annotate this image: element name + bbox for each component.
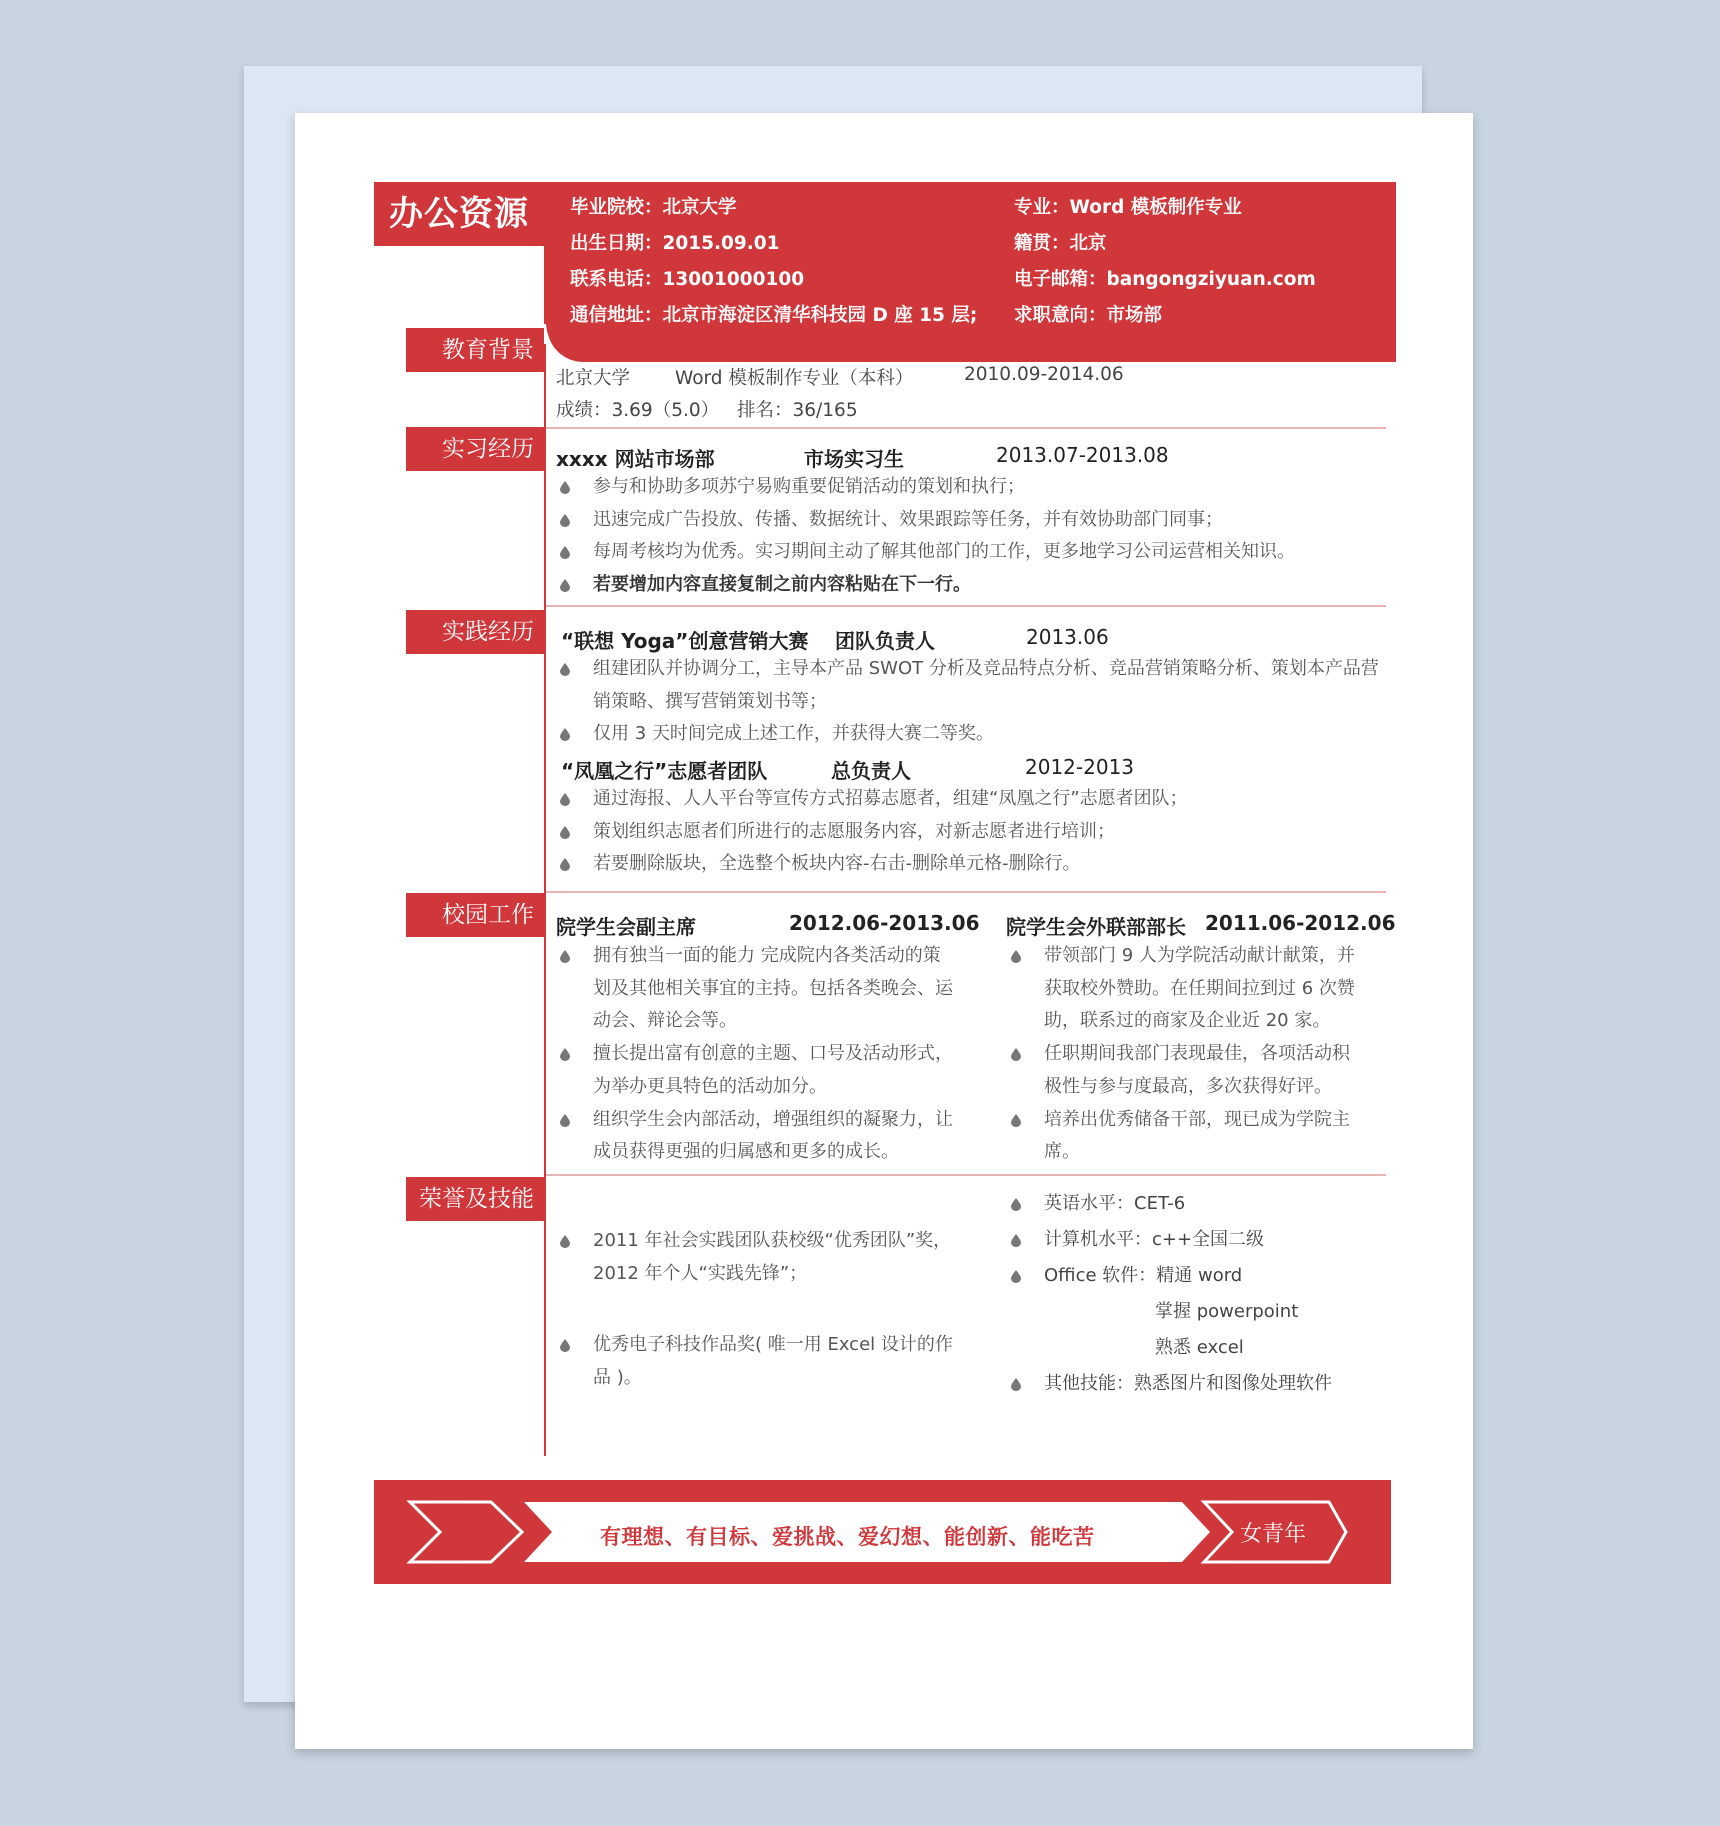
drop-bullet-icon [560,728,570,741]
drop-bullet-icon [560,579,570,592]
list-item [593,1225,983,1258]
drop-bullet-icon [560,1114,570,1127]
intern-role: 市场实习生 [804,447,904,471]
list-item-text: 拥有独当一面的能力 完成院内各类活动的策 [593,945,941,966]
list-item-text: 擅长提出富有创意的主题、口号及活动形式， [593,1043,953,1065]
intern-list [593,471,1383,602]
drop-bullet-icon [1011,1048,1021,1061]
info-origin: 籍贯：北京 [1014,233,1107,254]
list-item [1044,1258,1394,1294]
list-item-text: 其他技能：熟悉图片和图像处理软件 [1044,1373,1332,1394]
list-item [1044,1104,1394,1137]
list-item-text: 销策略、撰写营销策划书等； [593,690,827,712]
list-item-text: 动会、辩论会等。 [593,1010,737,1032]
list-item-text: 迅速完成广告投放、传播、数据统计、效果跟踪等任务，并有效协助部门同事； [593,508,1223,530]
list-item-text: 优秀电子科技作品奖( 唯一用 Excel 设计的作 [593,1334,953,1355]
divider [546,427,1386,429]
brand-logo: 办公资源 [374,182,544,246]
campus-2-list [1044,940,1394,1169]
divider [546,1174,1386,1176]
drop-bullet-icon [1011,1270,1021,1283]
awards-list-2 [593,1329,983,1394]
practice-2-period: 2012-2013 [1025,755,1135,779]
list-item [593,783,1393,816]
edu-school: 北京大学 [556,368,631,389]
info-address: 通信地址：北京市海淀区清华科技园 D 座 15 层; [570,305,978,326]
intern-period: 2013.07-2013.08 [996,443,1169,467]
drop-bullet-icon [560,826,570,839]
section-tab-practice: 实践经历 [406,610,544,654]
list-item-continued [1044,1136,1394,1169]
drop-bullet-icon [1011,950,1021,963]
divider [546,891,1386,893]
awards-list [593,1225,983,1290]
drop-bullet-icon [1011,1114,1021,1127]
section-tab-campus: 校园工作 [406,893,544,937]
list-item-text: 划及其他相关事宜的主持。包括各类晚会、运 [593,977,953,999]
list-item-continued [1044,1071,1394,1104]
banner-tag: 女青年 [1240,1522,1307,1547]
list-item-text: 英语水平：CET-6 [1044,1193,1186,1214]
list-item-text: 成员获得更强的归属感和更多的成长。 [593,1141,899,1163]
list-item-continued [593,1136,973,1169]
list-item-text: 策划组织志愿者们所进行的志愿服务内容，对新志愿者进行培训； [593,820,1115,842]
list-item-continued [593,686,1393,719]
list-item-text: 培养出优秀储备干部，现已成为学院主 [1044,1108,1350,1130]
drop-bullet-icon [560,546,570,559]
list-item-text: 为举办更具特色的活动加分。 [593,1075,827,1097]
drop-bullet-icon [560,950,570,963]
list-item-continued [1044,973,1394,1006]
list-item [593,569,1383,602]
drop-bullet-icon [560,1339,570,1352]
practice-1-period: 2013.06 [1026,625,1109,649]
info-major: 专业：Word 模板制作专业 [1014,197,1242,218]
list-item [593,653,1393,686]
list-item [593,848,1393,881]
drop-bullet-icon [560,858,570,871]
list-item-continued [1044,1330,1394,1366]
drop-bullet-icon [560,481,570,494]
list-item-text: 品 )。 [593,1366,642,1388]
list-item [593,940,973,973]
list-item-text: 通过海报、人人平台等宣传方式招募志愿者，组建“凤凰之行”志愿者团队； [593,788,1188,809]
section-tab-honors: 荣誉及技能 [406,1177,544,1221]
info-phone: 联系电话：13001000100 [570,269,805,290]
list-item-continued [593,1362,983,1395]
list-item-text: 带领部门 9 人为学院活动献计献策，并 [1044,945,1355,966]
info-intent: 求职意向：市场部 [1014,305,1163,326]
drop-bullet-icon [560,1235,570,1248]
campus-1-title: 院学生会副主席 [556,915,696,939]
drop-bullet-icon [560,1048,570,1061]
list-item-continued [1044,1005,1394,1038]
drop-bullet-icon [560,663,570,676]
list-item [1044,1186,1394,1222]
section-tab-internship: 实习经历 [406,427,544,471]
drop-bullet-icon [560,514,570,527]
list-item [593,1104,973,1137]
edu-score: 成绩：3.69（5.0） [556,400,720,421]
list-item [593,1038,973,1071]
list-item [1044,940,1394,973]
list-item-text: 参与和协助多项苏宁易购重要促销活动的策划和执行； [593,476,1025,497]
practice-2-list [593,783,1393,881]
list-item [593,536,1383,569]
list-item-continued [593,1258,983,1291]
list-item-text: 仅用 3 天时间完成上述工作，并获得大赛二等奖。 [593,723,994,745]
drop-bullet-icon [560,793,570,806]
drop-bullet-icon [1011,1234,1021,1247]
list-item [593,504,1383,537]
campus-1-period: 2012.06-2013.06 [789,911,980,935]
info-email: 电子邮箱：bangongziyuan.com [1014,269,1316,290]
list-item-text: 组织学生会内部活动，增强组织的凝聚力，让 [593,1108,953,1130]
list-item-text: 组建团队并协调分工，主导本产品 SWOT 分析及竞品特点分析、竞品营销策略分析、策划本产品营 [593,658,1379,679]
list-item-text: 若要增加内容直接复制之前内容粘贴在下一行。 [593,574,971,596]
list-item-text: 2011 年社会实践团队获校级“优秀团队”奖， [593,1230,952,1251]
list-item-continued [1044,1294,1394,1330]
list-item [593,718,1393,751]
list-item [1044,1222,1394,1258]
slogan-text: 有理想、有目标、爱挑战、爱幻想、能创新、能吃苦 [600,1525,1095,1549]
list-item [593,816,1393,849]
skills-list [1044,1186,1394,1402]
list-item-text: 计算机水平：c++全国二级 [1044,1229,1265,1250]
info-panel-curve [544,324,744,362]
list-item-continued [593,1071,973,1104]
intern-company: xxxx 网站市场部 [556,447,715,471]
list-item-text: 若要删除版块，全选整个板块内容-右击-删除单元格-删除行。 [593,853,1081,875]
list-item-continued [593,1005,973,1038]
drop-bullet-icon [1011,1198,1021,1211]
campus-1-list [593,940,973,1169]
edu-major: Word 模板制作专业（本科） [675,368,914,389]
campus-2-period: 2011.06-2012.06 [1205,911,1396,935]
list-item-text: Office 软件：精通 word [1044,1265,1243,1286]
list-item [593,471,1383,504]
list-item [1044,1038,1394,1071]
list-item [593,1329,983,1362]
list-item-text: 2012 年个人“实践先锋”； [593,1262,808,1284]
list-item-text: 助，联系过的商家及企业近 20 家。 [1044,1010,1331,1032]
practice-1-list [593,653,1393,751]
practice-2-role: 总负责人 [831,759,911,783]
info-birth: 出生日期：2015.09.01 [570,233,780,254]
campus-2-title: 院学生会外联部部长 [1006,915,1186,939]
list-item-text: 每周考核均为优秀。实习期间主动了解其他部门的工作，更多地学习公司运营相关知识。 [593,541,1295,563]
list-item-text: 任职期间我部门表现最佳，各项活动积 [1044,1043,1350,1065]
list-item-continued [593,973,973,1006]
edu-rank: 排名：36/165 [737,400,858,421]
section-tab-education: 教育背景 [406,328,544,372]
list-item-text: 获取校外赞助。在任期间拉到过 6 次赞 [1044,977,1355,999]
practice-2-name: “凤凰之行”志愿者团队 [561,759,768,783]
list-item-text: 席。 [1044,1141,1080,1163]
timeline-line [544,344,546,1456]
divider [546,605,1386,607]
practice-1-role: 团队负责人 [835,629,935,653]
practice-1-name: “联想 Yoga”创意营销大赛 [561,629,809,653]
list-item-text: 熟悉 excel [1155,1337,1244,1358]
list-item-text: 极性与参与度最高，多次获得好评。 [1044,1075,1332,1097]
list-item-text: 掌握 powerpoint [1155,1301,1299,1322]
info-school: 毕业院校：北京大学 [570,197,737,218]
edu-period: 2010.09-2014.06 [964,364,1124,385]
list-item [1044,1366,1394,1402]
drop-bullet-icon [1011,1378,1021,1391]
